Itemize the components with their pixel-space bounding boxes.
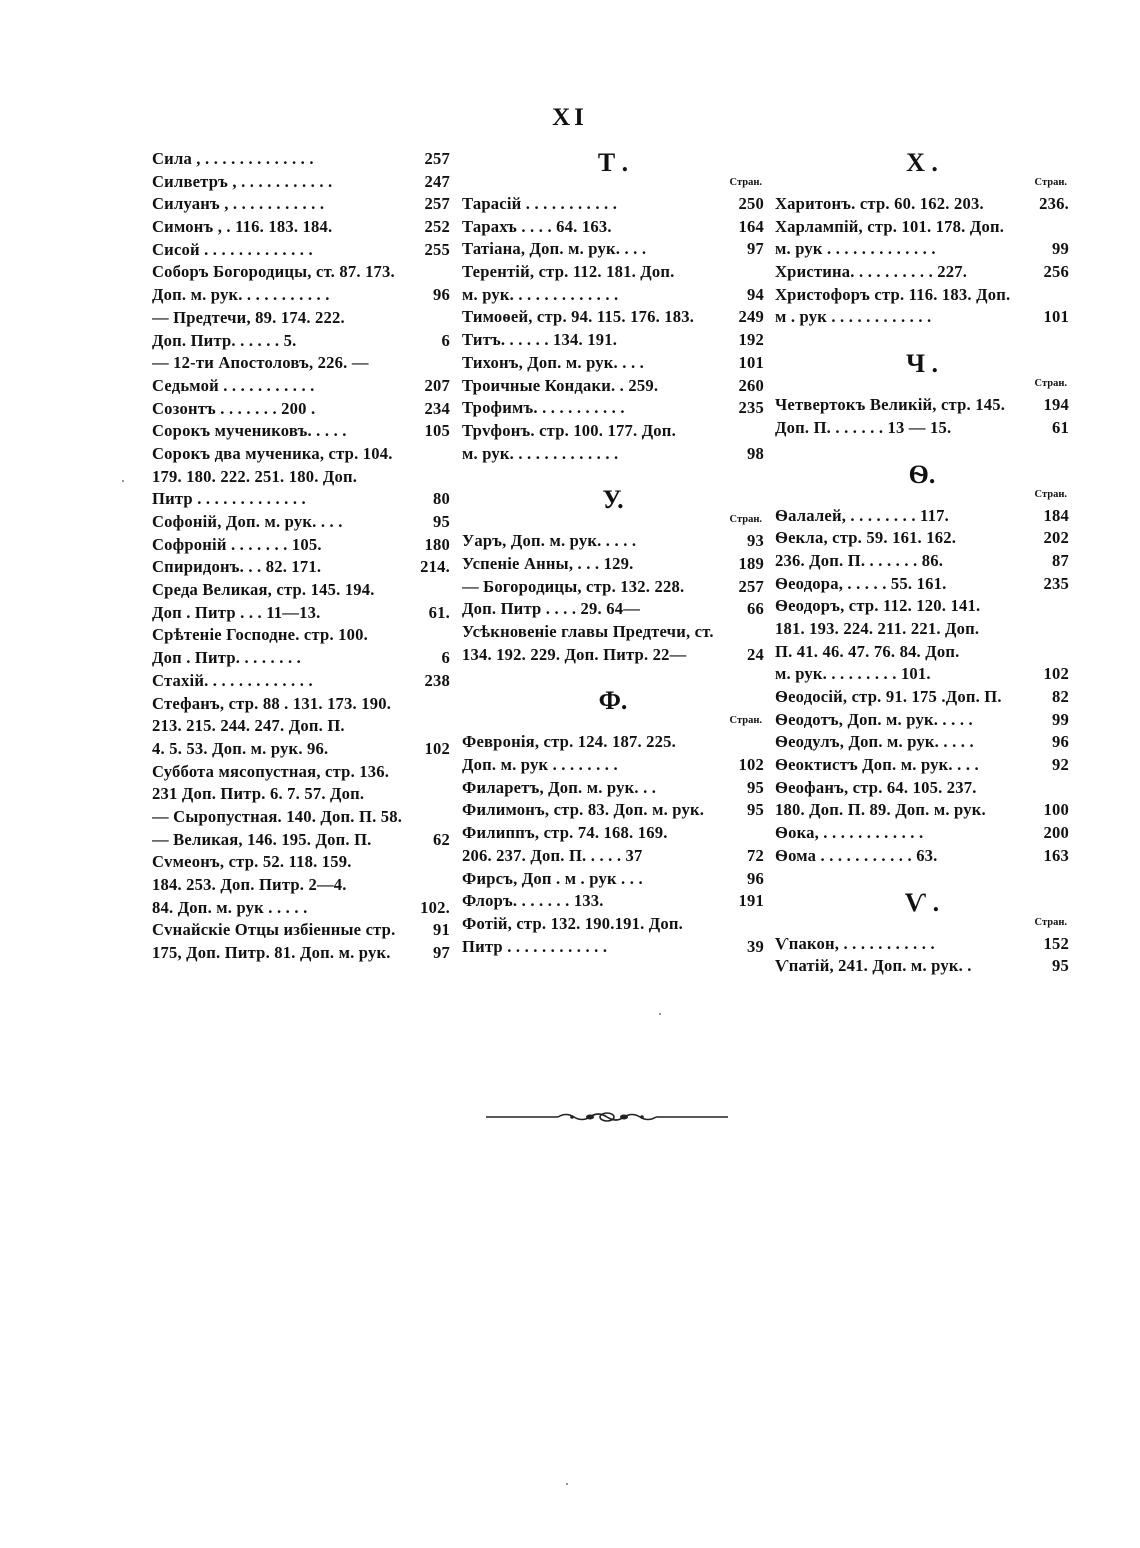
- index-entry: [462, 754, 764, 777]
- entry-text: Доп . Питр. . . . . . . .: [152, 648, 301, 668]
- index-entry: [462, 193, 764, 216]
- entry-page-number: 257: [424, 149, 450, 168]
- index-entry: [462, 777, 764, 800]
- index-entry: [462, 397, 764, 420]
- index-entry: [775, 754, 1069, 777]
- entry-text: Ѳеоктистъ Доп. м. рук. . . .: [775, 755, 979, 775]
- entry-page-number: 102: [738, 755, 764, 775]
- index-entry: [462, 420, 764, 443]
- entry-page-number: 101: [1043, 307, 1069, 327]
- entry-page-number: [760, 913, 764, 936]
- entry-page-number: 72: [747, 845, 764, 865]
- index-entry: [152, 193, 450, 216]
- entry-page-number: 82: [1052, 687, 1069, 706]
- entry-text: Тарахъ . . . . 64. 163.: [462, 216, 612, 236]
- entry-page-number: 256: [1043, 262, 1069, 282]
- index-entry: [775, 505, 1069, 528]
- index-entry: [775, 845, 1069, 868]
- index-entry: [152, 851, 450, 874]
- entry-text: Усѣкновеніе главы Предтечи, ст.: [462, 622, 714, 641]
- entry-page-number: 24: [747, 644, 764, 664]
- entry-page-number: 260: [738, 375, 764, 395]
- entry-page-number: 249: [738, 307, 764, 327]
- speck: [566, 1483, 568, 1485]
- index-entry: [462, 598, 764, 621]
- index-entry: [152, 715, 450, 738]
- entry-page-number: 102: [424, 738, 450, 758]
- index-entry: [462, 822, 764, 845]
- entry-text: Ѳома . . . . . . . . . . . 63.: [775, 845, 938, 865]
- index-entry: [775, 955, 1069, 978]
- page-column-label: Стран.: [1034, 378, 1067, 390]
- section-letter: Ф.: [598, 686, 628, 716]
- entry-page-number: 252: [424, 217, 450, 237]
- entry-page-number: 96: [1052, 732, 1069, 752]
- entry-page-number: [446, 783, 450, 806]
- index-entry: [462, 238, 764, 261]
- entry-page-number: 255: [424, 239, 450, 259]
- entry-page-number: [446, 261, 450, 284]
- entry-text: 175, Доп. Питр. 81. Доп. м. рук.: [152, 943, 391, 963]
- entry-text: м. рук. . . . . . . . . . . . .: [462, 284, 619, 304]
- page-column-label: Стран.: [1034, 916, 1067, 928]
- entry-text: Ѳеодоръ, стр. 112. 120. 141.: [775, 596, 981, 616]
- index-entry: [462, 306, 764, 329]
- index-entry: [462, 443, 764, 466]
- entry-text: м. рук. . . . . . . . . . . . .: [462, 443, 619, 463]
- entry-text: 179. 180. 222. 251. 180. Доп.: [152, 466, 358, 486]
- entry-page-number: 6: [441, 648, 450, 668]
- section-letter: Т .: [597, 148, 629, 177]
- entry-text: Спиридонъ. . . 82. 171.: [152, 557, 322, 577]
- section-letter: У.: [602, 485, 624, 515]
- page-column-label: Стран.: [729, 177, 762, 188]
- entry-page-number: 95: [433, 512, 450, 531]
- index-entry: [775, 663, 1069, 686]
- entry-page-number: 234: [424, 398, 450, 418]
- entry-page-number: 250: [738, 194, 764, 213]
- index-entry: [462, 375, 764, 398]
- entry-text: Софроній . . . . . . . 105.: [152, 534, 322, 554]
- index-entry: [152, 284, 450, 307]
- section-gap: [462, 666, 764, 686]
- entry-page-number: 247: [424, 171, 450, 191]
- entry-text: Харлампій, стр. 101. 178. Доп.: [775, 216, 1005, 236]
- entry-page-number: 180: [424, 534, 450, 554]
- index-entry: [462, 329, 764, 352]
- index-entry: [462, 261, 764, 284]
- index-entry: [462, 936, 764, 959]
- entry-text: — Сыропустная. 140. Доп. П. 58.: [152, 806, 403, 826]
- entry-text: Ѳеодулъ, Доп. м. рук. . . . .: [775, 732, 974, 752]
- entry-page-number: [446, 806, 450, 829]
- index-entry: [152, 761, 450, 784]
- index-entry: [152, 624, 450, 647]
- page-column-label: Стран.: [1034, 177, 1067, 188]
- entry-page-number: 61: [1052, 417, 1069, 437]
- entry-page-number: 91: [433, 920, 450, 940]
- entry-text: 4. 5. 53. Доп. м. рук. 96.: [152, 738, 329, 758]
- index-entry: [152, 239, 450, 262]
- entry-page-number: [1065, 216, 1069, 239]
- index-entry: [152, 488, 450, 511]
- entry-text: Питр . . . . . . . . . . . . .: [152, 489, 306, 509]
- entry-page-number: [446, 693, 450, 716]
- index-entry: [775, 417, 1069, 440]
- index-entry: [462, 216, 764, 239]
- entry-page-number: 97: [433, 943, 450, 963]
- entry-page-number: 94: [747, 284, 764, 304]
- entry-page-number: [1065, 595, 1069, 618]
- entry-page-number: [446, 761, 450, 784]
- entry-page-number: 214.: [420, 557, 450, 577]
- entry-text: Ѳока, . . . . . . . . . . . .: [775, 823, 924, 843]
- index-entry: [152, 307, 450, 330]
- index-column-3: [775, 148, 1069, 978]
- page-column-label: Стран.: [729, 715, 762, 727]
- index-entry: [775, 216, 1069, 239]
- entry-text: Харитонъ. стр. 60. 162. 203.: [775, 194, 984, 213]
- entry-text: Филаретъ, Доп. м. рук. . .: [462, 777, 657, 797]
- entry-page-number: [446, 579, 450, 602]
- entry-page-number: 80: [433, 489, 450, 509]
- entry-text: Трvфонъ. стр. 100. 177. Доп.: [462, 420, 676, 440]
- entry-text: Ѳеодотъ, Доп. м. рук. . . . .: [775, 709, 973, 729]
- entry-page-number: [446, 851, 450, 874]
- entry-page-number: 189: [738, 553, 764, 573]
- entry-text: Тимоѳей, стр. 94. 115. 176. 183.: [462, 307, 695, 327]
- entry-page-number: [446, 874, 450, 897]
- entry-text: Сvмеонъ, стр. 52. 118. 159.: [152, 852, 352, 872]
- entry-page-number: [760, 420, 764, 443]
- index-column-2: [462, 148, 764, 958]
- entry-page-number: 105: [424, 421, 450, 441]
- index-entry: [775, 193, 1069, 216]
- entry-page-number: 200: [1043, 823, 1069, 843]
- entry-text: Доп. м. рук. . . . . . . . . . .: [152, 285, 330, 305]
- entry-text: м. рук . . . . . . . . . . . . .: [775, 239, 936, 259]
- index-entry: [462, 799, 764, 822]
- entry-page-number: 99: [1052, 709, 1069, 729]
- entry-page-number: [446, 307, 450, 330]
- entry-text: Стефанъ, стр. 88 . 131. 173. 190.: [152, 693, 392, 713]
- index-entry: [152, 693, 450, 716]
- entry-text: Ѳеофанъ, стр. 64. 105. 237.: [775, 777, 977, 797]
- entry-text: Среда Великая, стр. 145. 194.: [152, 580, 375, 600]
- entry-text: Доп. П. . . . . . . 13 — 15.: [775, 417, 952, 437]
- entry-page-number: 95: [747, 800, 764, 820]
- index-entry: [152, 398, 450, 421]
- entry-text: Суббота мясопустная, стр. 136.: [152, 761, 390, 781]
- entry-page-number: 95: [747, 777, 764, 797]
- index-column-1: [152, 148, 450, 965]
- index-entry: [152, 556, 450, 579]
- entry-page-number: [1065, 618, 1069, 641]
- speck: [122, 480, 124, 482]
- entry-text: — Великая, 146. 195. Доп. П.: [152, 829, 372, 849]
- entry-page-number: 92: [1052, 755, 1069, 775]
- page-column-label: Стран.: [729, 514, 762, 526]
- entry-page-number: [1065, 777, 1069, 800]
- entry-text: Питр . . . . . . . . . . . .: [462, 936, 608, 956]
- entry-text: Февронія, стр. 124. 187. 225.: [462, 732, 677, 752]
- entry-text: 181. 193. 224. 211. 221. Доп.: [775, 618, 980, 638]
- entry-text: Стахій. . . . . . . . . . . . .: [152, 670, 313, 690]
- index-entry: [152, 602, 450, 625]
- index-entry: [152, 579, 450, 602]
- entry-text: Сила , . . . . . . . . . . . . .: [152, 149, 314, 168]
- entry-page-number: 202: [1043, 528, 1069, 548]
- entry-page-number: 99: [1052, 239, 1069, 259]
- entry-page-number: 100: [1043, 800, 1069, 820]
- entry-page-number: [1065, 284, 1069, 307]
- section-letter: Х .: [906, 148, 938, 177]
- entry-text: 206. 237. Доп. П. . . . . 37: [462, 845, 643, 865]
- entry-page-number: [760, 731, 764, 754]
- section-gap: [775, 329, 1069, 349]
- index-entry: [152, 897, 450, 920]
- index-entry: [152, 670, 450, 693]
- index-entry: [462, 890, 764, 913]
- index-entry: [775, 777, 1069, 800]
- entry-page-number: 98: [747, 443, 764, 463]
- entry-page-number: [760, 261, 764, 284]
- entry-text: Флоръ. . . . . . . 133.: [462, 891, 604, 911]
- entry-text: Ѳеодосій, стр. 91. 175 .Доп. П.: [775, 687, 1002, 706]
- entry-text: Сvнайскіе Отцы избіенные стр.: [152, 920, 396, 940]
- entry-page-number: [1065, 641, 1069, 664]
- entry-text: 134. 192. 229. Доп. Питр. 22—: [462, 644, 687, 664]
- entry-text: Тихонъ, Доп. м. рук. . . .: [462, 352, 644, 372]
- index-entry: [152, 511, 450, 534]
- entry-page-number: [446, 443, 450, 466]
- entry-text: Доп. м. рук . . . . . . . .: [462, 755, 618, 775]
- index-entry: [775, 731, 1069, 754]
- index-entry: [775, 618, 1069, 641]
- index-entry: [152, 352, 450, 375]
- entry-text: Филимонъ, стр. 83. Доп. м. рук.: [462, 800, 705, 820]
- entry-page-number: [760, 822, 764, 845]
- index-entry: [775, 527, 1069, 550]
- index-entry: [462, 731, 764, 754]
- entry-page-number: 164: [738, 216, 764, 236]
- entry-page-number: 102.: [420, 897, 450, 917]
- index-entry: [462, 868, 764, 891]
- index-entry: [152, 783, 450, 806]
- entry-page-number: 96: [433, 285, 450, 305]
- entry-text: Ѵпатій, 241. Доп. м. рук. .: [775, 956, 972, 976]
- entry-page-number: 102: [1043, 664, 1069, 684]
- index-entry: [152, 942, 450, 965]
- entry-page-number: 96: [747, 868, 764, 888]
- speck: [659, 1013, 661, 1015]
- entry-page-number: 194: [1043, 395, 1069, 415]
- entry-text: 184. 253. Доп. Питр. 2—4.: [152, 875, 347, 894]
- entry-text: м . рук . . . . . . . . . . . .: [775, 307, 932, 327]
- index-entry: [775, 686, 1069, 709]
- entry-text: Фотій, стр. 132. 190.191. Доп.: [462, 913, 684, 933]
- index-entry: [462, 621, 764, 644]
- entry-page-number: 257: [738, 576, 764, 596]
- index-entry: [152, 919, 450, 942]
- index-entry: [152, 420, 450, 443]
- index-entry: [152, 261, 450, 284]
- index-entry: [775, 933, 1069, 956]
- entry-text: Терентій, стр. 112. 181. Доп.: [462, 262, 675, 282]
- entry-text: П. 41. 46. 47. 76. 84. Доп.: [775, 641, 960, 661]
- entry-text: Уаръ, Доп. м. рук. . . . .: [462, 531, 637, 551]
- entry-page-number: 235: [1043, 573, 1069, 593]
- entry-page-number: 184: [1043, 505, 1069, 525]
- entry-text: Ѳекла, стр. 59. 161. 162.: [775, 528, 957, 548]
- entry-text: Сорокъ два мученика, стр. 104.: [152, 443, 393, 463]
- index-entry: [775, 306, 1069, 329]
- entry-text: 180. Доп. П. 89. Доп. м. рук.: [775, 800, 986, 820]
- entry-text: Татіана, Доп. м. рук. . . .: [462, 239, 647, 259]
- entry-text: Христина. . . . . . . . . . 227.: [775, 262, 968, 282]
- entry-page-number: [446, 352, 450, 375]
- section-gap: [462, 465, 764, 485]
- section-letter: Ѳ.: [908, 459, 936, 489]
- index-entry: [775, 261, 1069, 284]
- entry-page-number: 62: [433, 829, 450, 849]
- entry-page-number: 152: [1043, 933, 1069, 953]
- entry-text: Ѳеодора, . . . . . 55. 161.: [775, 573, 947, 593]
- entry-text: — 12-ти Апостоловъ, 226. —: [152, 353, 369, 373]
- index-entry: [462, 352, 764, 375]
- entry-page-number: 6: [441, 330, 450, 350]
- entry-page-number: 257: [424, 194, 450, 214]
- entry-text: Трофимъ. . . . . . . . . . .: [462, 398, 625, 418]
- index-entry: [462, 845, 764, 868]
- index-entry: [152, 806, 450, 829]
- entry-page-number: 192: [738, 330, 764, 350]
- index-entry: [152, 466, 450, 489]
- section-letter: Ѵ .: [904, 887, 940, 917]
- entry-page-number: 236.: [1039, 194, 1069, 213]
- entry-page-number: 163: [1043, 845, 1069, 865]
- entry-page-number: [446, 715, 450, 738]
- entry-text: Титъ. . . . . . 134. 191.: [462, 330, 618, 350]
- entry-page-number: 235: [738, 398, 764, 418]
- entry-text: Симонъ , . 116. 183. 184.: [152, 217, 333, 237]
- index-entry: [152, 148, 450, 171]
- entry-text: Тарасій . . . . . . . . . . .: [462, 194, 618, 213]
- index-entry: [775, 284, 1069, 307]
- index-entry: [775, 799, 1069, 822]
- index-entry: [462, 553, 764, 576]
- index-entry: [152, 534, 450, 557]
- entry-page-number: 87: [1052, 550, 1069, 570]
- entry-text: Ѳалалей, . . . . . . . . 117.: [775, 505, 949, 525]
- entry-page-number: 238: [424, 670, 450, 690]
- entry-text: Ѵпакон, . . . . . . . . . . .: [775, 933, 935, 953]
- index-entry: [775, 573, 1069, 596]
- entry-text: Соборъ Богородицы, ст. 87. 173.: [152, 262, 395, 282]
- entry-text: Доп . Питр . . . 11—13.: [152, 602, 321, 622]
- index-entry: [152, 216, 450, 239]
- entry-page-number: 101: [738, 352, 764, 372]
- index-entry: [775, 595, 1069, 618]
- index-entry: [462, 530, 764, 553]
- ornament-divider: [486, 1108, 728, 1126]
- entry-page-number: 95: [1052, 956, 1069, 976]
- entry-page-number: [446, 466, 450, 489]
- page-number: XI: [552, 104, 588, 131]
- entry-text: 84. Доп. м. рук . . . . .: [152, 897, 308, 917]
- index-entry: [152, 647, 450, 670]
- entry-text: Филиппъ, стр. 74. 168. 169.: [462, 823, 668, 843]
- entry-text: Сисой . . . . . . . . . . . . .: [152, 239, 313, 259]
- entry-page-number: 61.: [428, 602, 450, 622]
- entry-text: 236. Доп. П. . . . . . . 86.: [775, 550, 944, 570]
- index-entry: [775, 641, 1069, 664]
- index-entry: [152, 443, 450, 466]
- entry-text: Сорокъ мучениковъ. . . . .: [152, 421, 347, 441]
- entry-page-number: 93: [747, 531, 764, 551]
- entry-text: Софоній, Доп. м. рук. . . .: [152, 512, 343, 531]
- section-gap: [775, 440, 1069, 460]
- entry-text: Успеніе Анны, . . . 129.: [462, 553, 634, 573]
- index-entry: [152, 874, 450, 897]
- entry-text: Седьмой . . . . . . . . . . .: [152, 375, 315, 395]
- entry-page-number: 207: [424, 375, 450, 395]
- entry-text: Троичные Кондаки. . 259.: [462, 375, 659, 395]
- entry-text: Силветръ , . . . . . . . . . . .: [152, 171, 333, 191]
- entry-text: Доп. Питр . . . . 29. 64—: [462, 599, 641, 619]
- entry-text: Фирсъ, Доп . м . рук . . .: [462, 868, 643, 888]
- entry-text: Христофоръ стр. 116. 183. Доп.: [775, 284, 1011, 304]
- entry-text: Доп. Питр. . . . . . 5.: [152, 330, 297, 350]
- entry-text: Созонтъ . . . . . . . 200 .: [152, 398, 316, 418]
- index-entry: [152, 375, 450, 398]
- entry-page-number: 191: [738, 891, 764, 911]
- entry-text: м. рук. . . . . . . . . 101.: [775, 664, 931, 684]
- page-column-label: Стран.: [1034, 488, 1067, 500]
- entry-page-number: 66: [747, 599, 764, 619]
- index-entry: [775, 394, 1069, 417]
- index-entry: [775, 550, 1069, 573]
- index-entry: [775, 238, 1069, 261]
- entry-text: 231 Доп. Питр. 6. 7. 57. Доп.: [152, 784, 365, 804]
- entry-text: 213. 215. 244. 247. Доп. П.: [152, 716, 345, 736]
- entry-text: Четвертокъ Великій, стр. 145.: [775, 395, 1006, 415]
- entry-text: — Богородицы, стр. 132. 228.: [462, 576, 685, 596]
- index-entry: [152, 330, 450, 353]
- entry-text: Силуанъ , . . . . . . . . . . .: [152, 194, 325, 214]
- section-gap: [775, 868, 1069, 888]
- index-entry: [462, 644, 764, 667]
- index-entry: [775, 709, 1069, 732]
- entry-page-number: [760, 621, 764, 644]
- index-entry: [152, 829, 450, 852]
- index-entry: [462, 913, 764, 936]
- section-letter: Ч .: [905, 349, 939, 379]
- index-entry: [152, 738, 450, 761]
- index-entry: [462, 284, 764, 307]
- entry-page-number: 39: [747, 936, 764, 956]
- index-entry: [462, 576, 764, 599]
- entry-text: — Предтечи, 89. 174. 222.: [152, 307, 345, 327]
- index-entry: [775, 822, 1069, 845]
- entry-page-number: 97: [747, 239, 764, 259]
- index-entry: [152, 171, 450, 194]
- entry-text: Срѣтеніе Господне. стр. 100.: [152, 625, 369, 645]
- entry-page-number: [446, 624, 450, 647]
